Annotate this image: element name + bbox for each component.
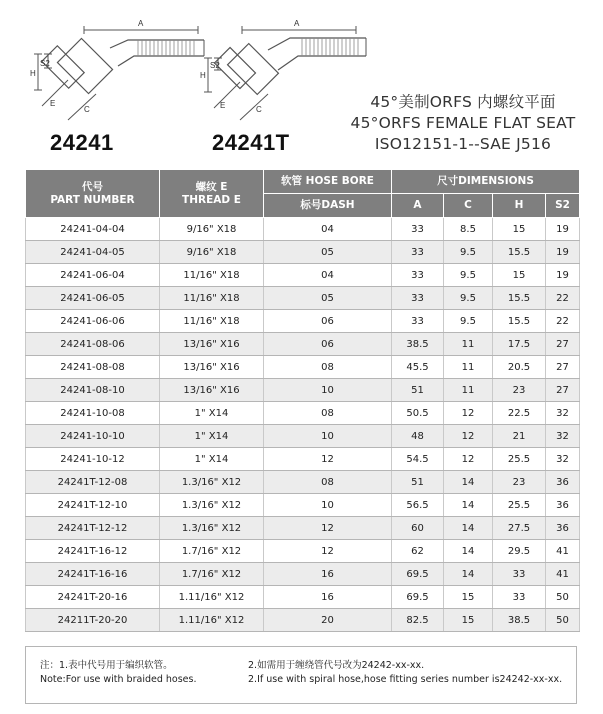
table-row xyxy=(26,448,580,471)
cell-dim-s2: 32 xyxy=(546,425,580,448)
cell-dim-s2: 27 xyxy=(546,333,580,356)
table-row xyxy=(26,310,580,333)
cell-dim-s2: 27 xyxy=(546,379,580,402)
cell-dash: 08 xyxy=(264,402,392,425)
cell-dash: 10 xyxy=(264,379,392,402)
table-row xyxy=(26,287,580,310)
cell-dash: 16 xyxy=(264,563,392,586)
cell-dim-h: 15.5 xyxy=(493,241,546,264)
dim-s2-label: S2 xyxy=(210,61,220,70)
cell-dim-s2: 19 xyxy=(546,218,580,241)
table-row xyxy=(26,333,580,356)
cell-dim-s2: 50 xyxy=(546,586,580,609)
cell-part-number: 24241T-16-16 xyxy=(26,563,160,586)
cell-dim-a: 51 xyxy=(392,379,444,402)
dim-e-label: E xyxy=(220,101,226,110)
cell-dim-s2: 22 xyxy=(546,287,580,310)
table-row xyxy=(26,402,580,425)
cell-part-number: 24241-10-08 xyxy=(26,402,160,425)
table-row xyxy=(26,540,580,563)
cell-dash: 04 xyxy=(264,264,392,287)
cell-dim-s2: 27 xyxy=(546,356,580,379)
cell-dim-a: 50.5 xyxy=(392,402,444,425)
table-row xyxy=(26,563,580,586)
cell-dim-a: 51 xyxy=(392,471,444,494)
header-dim-h: H xyxy=(493,194,546,218)
cell-dim-h: 33 xyxy=(493,563,546,586)
cell-dim-s2: 32 xyxy=(546,402,580,425)
cell-dash: 06 xyxy=(264,310,392,333)
cell-dim-c: 12 xyxy=(444,425,493,448)
table-row xyxy=(26,218,580,241)
spec-table-body xyxy=(26,218,580,632)
note-spiral xyxy=(248,659,562,687)
cell-dim-c: 14 xyxy=(444,517,493,540)
cell-thread: 11/16" X18 xyxy=(160,310,264,333)
cell-dim-c: 11 xyxy=(444,333,493,356)
cell-dim-c: 12 xyxy=(444,448,493,471)
cell-part-number: 24211T-20-20 xyxy=(26,609,160,632)
cell-dim-s2: 32 xyxy=(546,448,580,471)
cell-dim-s2: 19 xyxy=(546,264,580,287)
cell-dim-h: 17.5 xyxy=(493,333,546,356)
cell-dim-s2: 22 xyxy=(546,310,580,333)
dim-c-label: C xyxy=(84,105,90,114)
table-row xyxy=(26,379,580,402)
cell-thread: 1" X14 xyxy=(160,425,264,448)
cell-thread: 13/16" X16 xyxy=(160,333,264,356)
cell-thread: 1.7/16" X12 xyxy=(160,540,264,563)
cell-dim-c: 15 xyxy=(444,609,493,632)
cell-part-number: 24241-06-04 xyxy=(26,264,160,287)
cell-dim-a: 45.5 xyxy=(392,356,444,379)
cell-thread: 1.11/16" X12 xyxy=(160,586,264,609)
cell-part-number: 24241-06-06 xyxy=(26,310,160,333)
cell-dash: 12 xyxy=(264,517,392,540)
cell-dim-a: 54.5 xyxy=(392,448,444,471)
cell-dim-h: 15 xyxy=(493,218,546,241)
dim-a-label: A xyxy=(138,19,144,28)
cell-thread: 11/16" X18 xyxy=(160,264,264,287)
cell-dim-c: 11 xyxy=(444,379,493,402)
table-row xyxy=(26,425,580,448)
cell-dash: 16 xyxy=(264,586,392,609)
cell-part-number: 24241-08-08 xyxy=(26,356,160,379)
note-spiral-cn: 2.如需用于缠绕管代号改为24242-xx-xx. xyxy=(248,660,425,671)
dim-h-label: H xyxy=(200,71,206,80)
dim-e-label: E xyxy=(50,99,56,108)
cell-thread: 13/16" X16 xyxy=(160,379,264,402)
cell-dim-c: 14 xyxy=(444,540,493,563)
title-standard: ISO12151-1--SAE J516 xyxy=(374,135,552,153)
cell-dim-s2: 41 xyxy=(546,563,580,586)
cell-dash: 12 xyxy=(264,448,392,471)
cell-dash: 04 xyxy=(264,218,392,241)
cell-dim-h: 22.5 xyxy=(493,402,546,425)
cell-dim-h: 29.5 xyxy=(493,540,546,563)
cell-dim-a: 38.5 xyxy=(392,333,444,356)
cell-part-number: 24241-08-06 xyxy=(26,333,160,356)
cell-part-number: 24241-04-04 xyxy=(26,218,160,241)
cell-dim-h: 15.5 xyxy=(493,310,546,333)
cell-dim-c: 9.5 xyxy=(444,310,493,333)
cell-thread: 13/16" X16 xyxy=(160,356,264,379)
note-braided-cn: 注：1.表中代号用于编织软管。 xyxy=(40,660,173,671)
cell-dash: 10 xyxy=(264,494,392,517)
header-dimensions: 尺寸DIMENSIONS xyxy=(392,170,580,194)
cell-dim-a: 33 xyxy=(392,310,444,333)
header-thread: 螺纹 E THREAD E xyxy=(160,170,264,218)
cell-dim-h: 21 xyxy=(493,425,546,448)
cell-dim-c: 11 xyxy=(444,356,493,379)
dim-c-label: C xyxy=(256,105,262,114)
table-row xyxy=(26,264,580,287)
cell-dim-c: 12 xyxy=(444,402,493,425)
note-braided-en: Note:For use with braided hoses. xyxy=(40,674,197,685)
figure-label-24241t: 24241T xyxy=(212,130,290,155)
title-chinese: 45°美制ORFS 内螺纹平面 xyxy=(370,93,556,111)
cell-part-number: 24241T-16-12 xyxy=(26,540,160,563)
cell-thread: 1" X14 xyxy=(160,448,264,471)
cell-dim-h: 15 xyxy=(493,264,546,287)
fitting-24241-drawing xyxy=(28,8,208,126)
note-spiral-en: 2.If use with spiral hose,hose fitting series number is24242-xx-xx. xyxy=(248,674,563,685)
header-dash: 标号DASH xyxy=(264,194,392,218)
cell-dim-a: 33 xyxy=(392,287,444,310)
spec-table xyxy=(25,169,580,632)
cell-dim-a: 56.5 xyxy=(392,494,444,517)
cell-part-number: 24241-06-05 xyxy=(26,287,160,310)
cell-dim-c: 9.5 xyxy=(444,287,493,310)
cell-part-number: 24241-10-10 xyxy=(26,425,160,448)
table-row xyxy=(26,241,580,264)
cell-dim-h: 23 xyxy=(493,379,546,402)
cell-dim-a: 33 xyxy=(392,241,444,264)
cell-thread: 9/16" X18 xyxy=(160,218,264,241)
cell-dim-s2: 36 xyxy=(546,471,580,494)
dim-s2-label: S2 xyxy=(40,59,50,68)
cell-dim-a: 33 xyxy=(392,264,444,287)
cell-dash: 08 xyxy=(264,356,392,379)
dim-a-label: A xyxy=(294,19,300,28)
cell-dim-h: 23 xyxy=(493,471,546,494)
cell-dash: 10 xyxy=(264,425,392,448)
header-dim-c: C xyxy=(444,194,493,218)
cell-dim-s2: 41 xyxy=(546,540,580,563)
cell-dim-c: 14 xyxy=(444,471,493,494)
cell-dash: 05 xyxy=(264,241,392,264)
cell-dash: 06 xyxy=(264,333,392,356)
cell-dim-a: 62 xyxy=(392,540,444,563)
table-row xyxy=(26,609,580,632)
cell-thread: 9/16" X18 xyxy=(160,241,264,264)
cell-dim-a: 82.5 xyxy=(392,609,444,632)
header-hose-bore: 软管 HOSE BORE xyxy=(264,170,392,194)
dim-h-label: H xyxy=(30,69,36,78)
product-title-block xyxy=(330,92,596,155)
cell-dash: 12 xyxy=(264,540,392,563)
cell-dim-h: 33 xyxy=(493,586,546,609)
cell-dim-h: 20.5 xyxy=(493,356,546,379)
cell-thread: 1.3/16" X12 xyxy=(160,494,264,517)
cell-thread: 1.11/16" X12 xyxy=(160,609,264,632)
cell-dim-a: 33 xyxy=(392,218,444,241)
cell-dim-c: 8.5 xyxy=(444,218,493,241)
cell-dim-s2: 36 xyxy=(546,494,580,517)
table-row xyxy=(26,586,580,609)
cell-thread: 1.3/16" X12 xyxy=(160,517,264,540)
cell-dim-c: 9.5 xyxy=(444,264,493,287)
notes-box xyxy=(25,646,577,704)
cell-dim-s2: 19 xyxy=(546,241,580,264)
cell-thread: 1" X14 xyxy=(160,402,264,425)
table-row xyxy=(26,356,580,379)
cell-part-number: 24241T-12-10 xyxy=(26,494,160,517)
header-part-number: 代号 PART NUMBER xyxy=(26,170,160,218)
cell-part-number: 24241-10-12 xyxy=(26,448,160,471)
cell-dash: 05 xyxy=(264,287,392,310)
cell-dim-a: 69.5 xyxy=(392,563,444,586)
table-row xyxy=(26,471,580,494)
cell-dim-h: 38.5 xyxy=(493,609,546,632)
cell-part-number: 24241-04-05 xyxy=(26,241,160,264)
figure-label-24241: 24241 xyxy=(50,130,114,155)
cell-thread: 1.7/16" X12 xyxy=(160,563,264,586)
cell-dim-a: 60 xyxy=(392,517,444,540)
title-english: 45°ORFS FEMALE FLAT SEAT xyxy=(350,114,576,132)
cell-dim-h: 27.5 xyxy=(493,517,546,540)
table-row xyxy=(26,517,580,540)
cell-dim-h: 15.5 xyxy=(493,287,546,310)
cell-dim-c: 14 xyxy=(444,563,493,586)
cell-dim-h: 25.5 xyxy=(493,448,546,471)
note-braided xyxy=(40,659,196,687)
header-dim-s2: S2 xyxy=(546,194,580,218)
cell-dash: 08 xyxy=(264,471,392,494)
cell-dim-c: 9.5 xyxy=(444,241,493,264)
cell-thread: 1.3/16" X12 xyxy=(160,471,264,494)
cell-dim-h: 25.5 xyxy=(493,494,546,517)
cell-dim-s2: 50 xyxy=(546,609,580,632)
cell-part-number: 24241T-20-16 xyxy=(26,586,160,609)
cell-part-number: 24241T-12-12 xyxy=(26,517,160,540)
cell-thread: 11/16" X18 xyxy=(160,287,264,310)
table-row xyxy=(26,494,580,517)
cell-part-number: 24241T-12-08 xyxy=(26,471,160,494)
cell-dim-a: 69.5 xyxy=(392,586,444,609)
cell-dim-a: 48 xyxy=(392,425,444,448)
header-dim-a: A xyxy=(392,194,444,218)
cell-dim-c: 14 xyxy=(444,494,493,517)
cell-part-number: 24241-08-10 xyxy=(26,379,160,402)
cell-dim-s2: 36 xyxy=(546,517,580,540)
cell-dash: 20 xyxy=(264,609,392,632)
cell-dim-c: 15 xyxy=(444,586,493,609)
spec-table-container xyxy=(25,169,579,632)
